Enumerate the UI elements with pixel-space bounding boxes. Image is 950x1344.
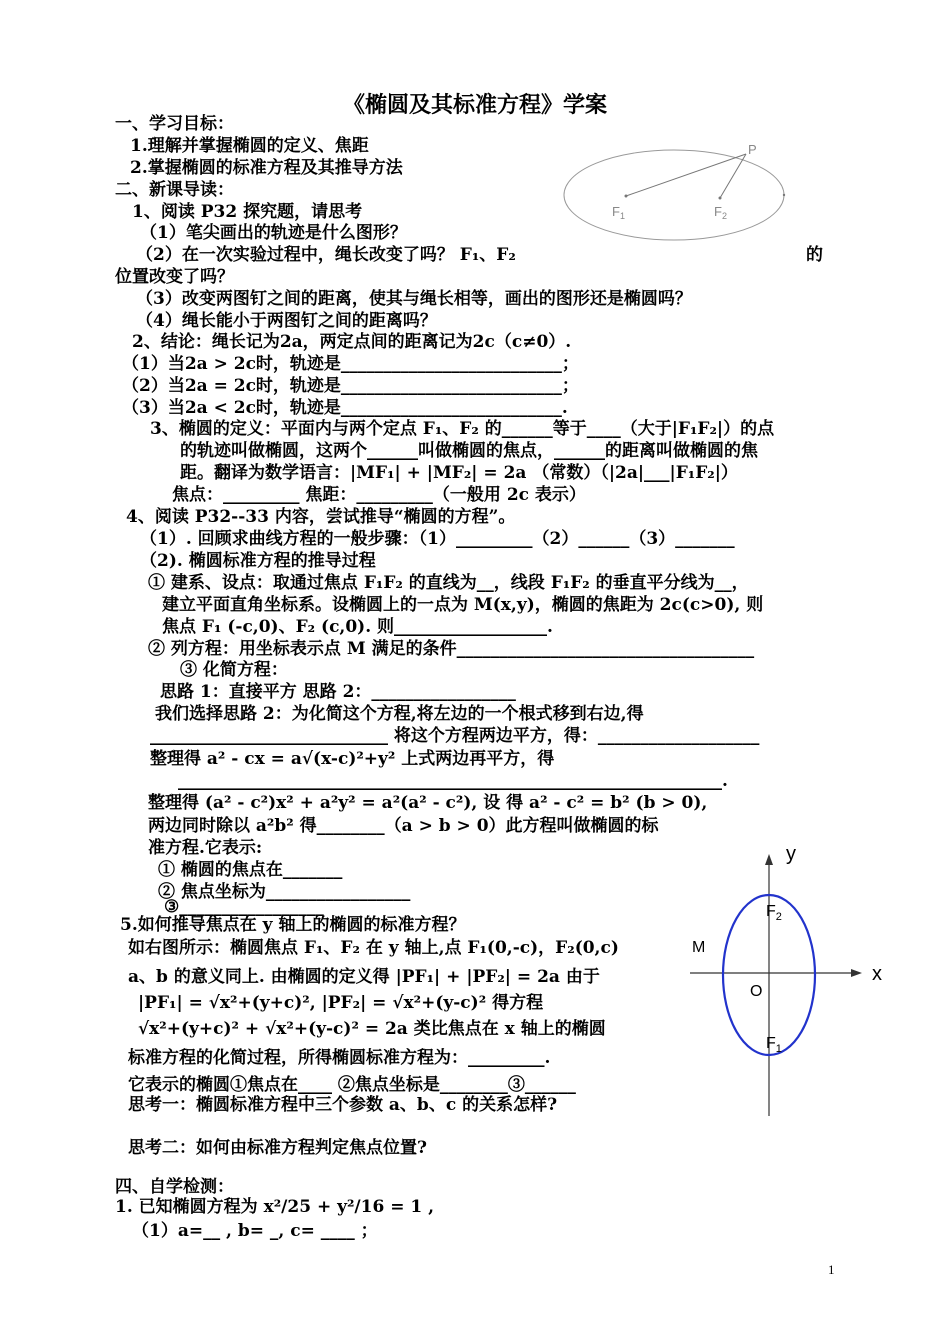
text-line: （4）绳长能小于两图钉之间的距离吗？: [136, 311, 437, 331]
text-line: 我们选择思路 2：为化简这个方程,将左边的一个根式移到右边,得: [155, 704, 644, 724]
text-line: （1）当2a > 2c时，轨迹是__________________________；: [122, 354, 579, 374]
text-line: ② 列方程：用坐标表示点 M 满足的条件___________________________________: [148, 639, 755, 659]
section-heading: 一、学习目标：: [115, 114, 234, 134]
text-line: 焦点 F₁ (-c,0)、F₂ (c,0). 则__________________.: [162, 617, 553, 637]
text-line: a、b 的意义同上. 由椭圆的定义得 |PF₁| + |PF₂| = 2a 由于: [128, 967, 600, 987]
text-line: √x²+(y+c)² + √x²+(y-c)² = 2a 类比焦点在 x 轴上的椭圆: [138, 1019, 606, 1039]
section-heading: 二、新课导读：: [115, 180, 234, 200]
text-line: |PF₁| = √x²+(y+c)², |PF₂| = √x²+(y-c)² 得方程: [138, 993, 544, 1013]
y-axis-label: y: [786, 843, 796, 865]
text-line: 整理得 a² - cx = a√(x-c)²+y² 上式两边再平方，得: [150, 749, 555, 769]
origin-label: O: [750, 983, 763, 1000]
text-line: 1.理解并掌握椭圆的定义、焦距: [130, 136, 369, 156]
text-line: 两边同时除以 a²b² 得________（a > b > 0）此方程叫做椭圆的标: [148, 816, 659, 836]
text-line: 2、结论：绳长记为2a，两定点间的距离记为2c（c≠0）.: [132, 332, 572, 352]
text-line: 的: [806, 245, 823, 265]
point-p-label: P: [748, 142, 757, 157]
text-line: （3）当2a < 2c时，轨迹是__________________________.: [122, 398, 568, 418]
text-line: 思考一：椭圆标准方程中三个参数 a、b、c 的关系怎样?: [128, 1095, 558, 1115]
text-line: （3）改变两图钉之间的距离，使其与绳长相等，画出的图形还是椭圆吗？: [136, 289, 692, 309]
text-line: ③_________________: [164, 897, 324, 917]
text-line: （1）a=__ , b= _, c= ____ ；: [132, 1221, 378, 1241]
text-line: 3、椭圆的定义：平面内与两个定点 F₁、F₂ 的______等于____（大于|F₁F₂|）的点: [150, 419, 775, 439]
text-line: 整理得 (a² - c²)x² + a²y² = a²(a² - c²), 设 得 a² - c² = b² (b > 0),: [148, 793, 708, 813]
text-line: 1、阅读 P32 探究题，请思考: [132, 202, 363, 222]
text-line: 5.如何推导焦点在 y 轴上的椭圆的标准方程？: [120, 915, 466, 935]
x-axis-label: x: [872, 963, 882, 985]
text-line: 1. 已知椭圆方程为 x²/25 + y²/16 = 1 ,: [115, 1197, 435, 1217]
text-line: ① 椭圆的焦点在_______: [158, 860, 343, 880]
ellipse-figure-foci: [558, 138, 798, 248]
point-m-label: M: [692, 939, 706, 956]
text-line: 它表示的椭圆①焦点在____ ②焦点坐标是________③______: [128, 1075, 576, 1095]
text-line: ________________________________________________________________.: [178, 771, 728, 791]
page-number: 1: [828, 1262, 835, 1277]
text-line: 思考二：如何由标准方程判定焦点位置?: [128, 1138, 427, 1158]
text-line: 2.掌握椭圆的标准方程及其推导方法: [130, 158, 403, 178]
focus-f1-label: $F_1$: [612, 204, 625, 221]
text-line: ② 焦点坐标为_________________: [158, 882, 411, 902]
text-line: （1）. 回顾求曲线方程的一般步骤：（1）_________（2）______（3）_______: [140, 529, 735, 549]
text-line: 准方程.它表示:: [148, 838, 263, 858]
text-line: （1）笔尖画出的轨迹是什么图形？: [140, 223, 407, 243]
text-line: （2）当2a = 2c时，轨迹是__________________________；: [122, 376, 579, 396]
text-line: （2）在一次实验过程中，绳长改变了吗？ F₁、F₂: [136, 245, 516, 265]
focus-f2-label: $F_2$: [766, 903, 782, 923]
text-line: 4、阅读 P32--33 内容，尝试推导“椭圆的方程”。: [126, 507, 516, 527]
text-line: 距。翻译为数学语言：|MF₁| + |MF₂| = 2a （常数）（|2a|___|F₁F₂|）: [180, 463, 738, 483]
ellipse-figure-y-axis: [680, 838, 902, 1120]
text-line: 建立平面直角坐标系。设椭圆上的一点为 M(x,y)，椭圆的焦距为 2c(c>0), 则: [162, 595, 764, 615]
text-line: 的轨迹叫做椭圆，这两个______叫做椭圆的焦点，______的距离叫做椭圆的焦: [180, 441, 758, 461]
focus-f2-label: $F_2$: [714, 204, 727, 221]
focus-f1-label: $F_1$: [766, 1035, 782, 1055]
text-line: 思路 1：直接平方 思路 2：_________________: [160, 682, 516, 702]
text-line: 如右图所示：椭圆焦点 F₁、F₂ 在 y 轴上,点 F₁(0,-c)，F₂(0,c): [128, 938, 619, 958]
section-heading: 四、自学检测：: [115, 1177, 234, 1197]
text-line: 位置改变了吗？: [115, 267, 234, 287]
text-line: ____________________________ 将这个方程两边平方，得：___________________: [150, 726, 760, 746]
text-line: 焦点：_________ 焦距：_________（一般用 2c 表示）: [172, 485, 586, 505]
text-line: 标准方程的化简过程，所得椭圆标准方程为：_________.: [128, 1048, 551, 1068]
text-line: ① 建系、设点：取通过焦点 F₁F₂ 的直线为__，线段 F₁F₂ 的垂直平分线为__，: [148, 573, 749, 593]
text-line: ③ 化简方程：: [180, 660, 288, 680]
page-title: 《椭圆及其标准方程》学案: [342, 92, 607, 118]
text-line: （2). 椭圆标准方程的推导过程: [140, 551, 376, 571]
